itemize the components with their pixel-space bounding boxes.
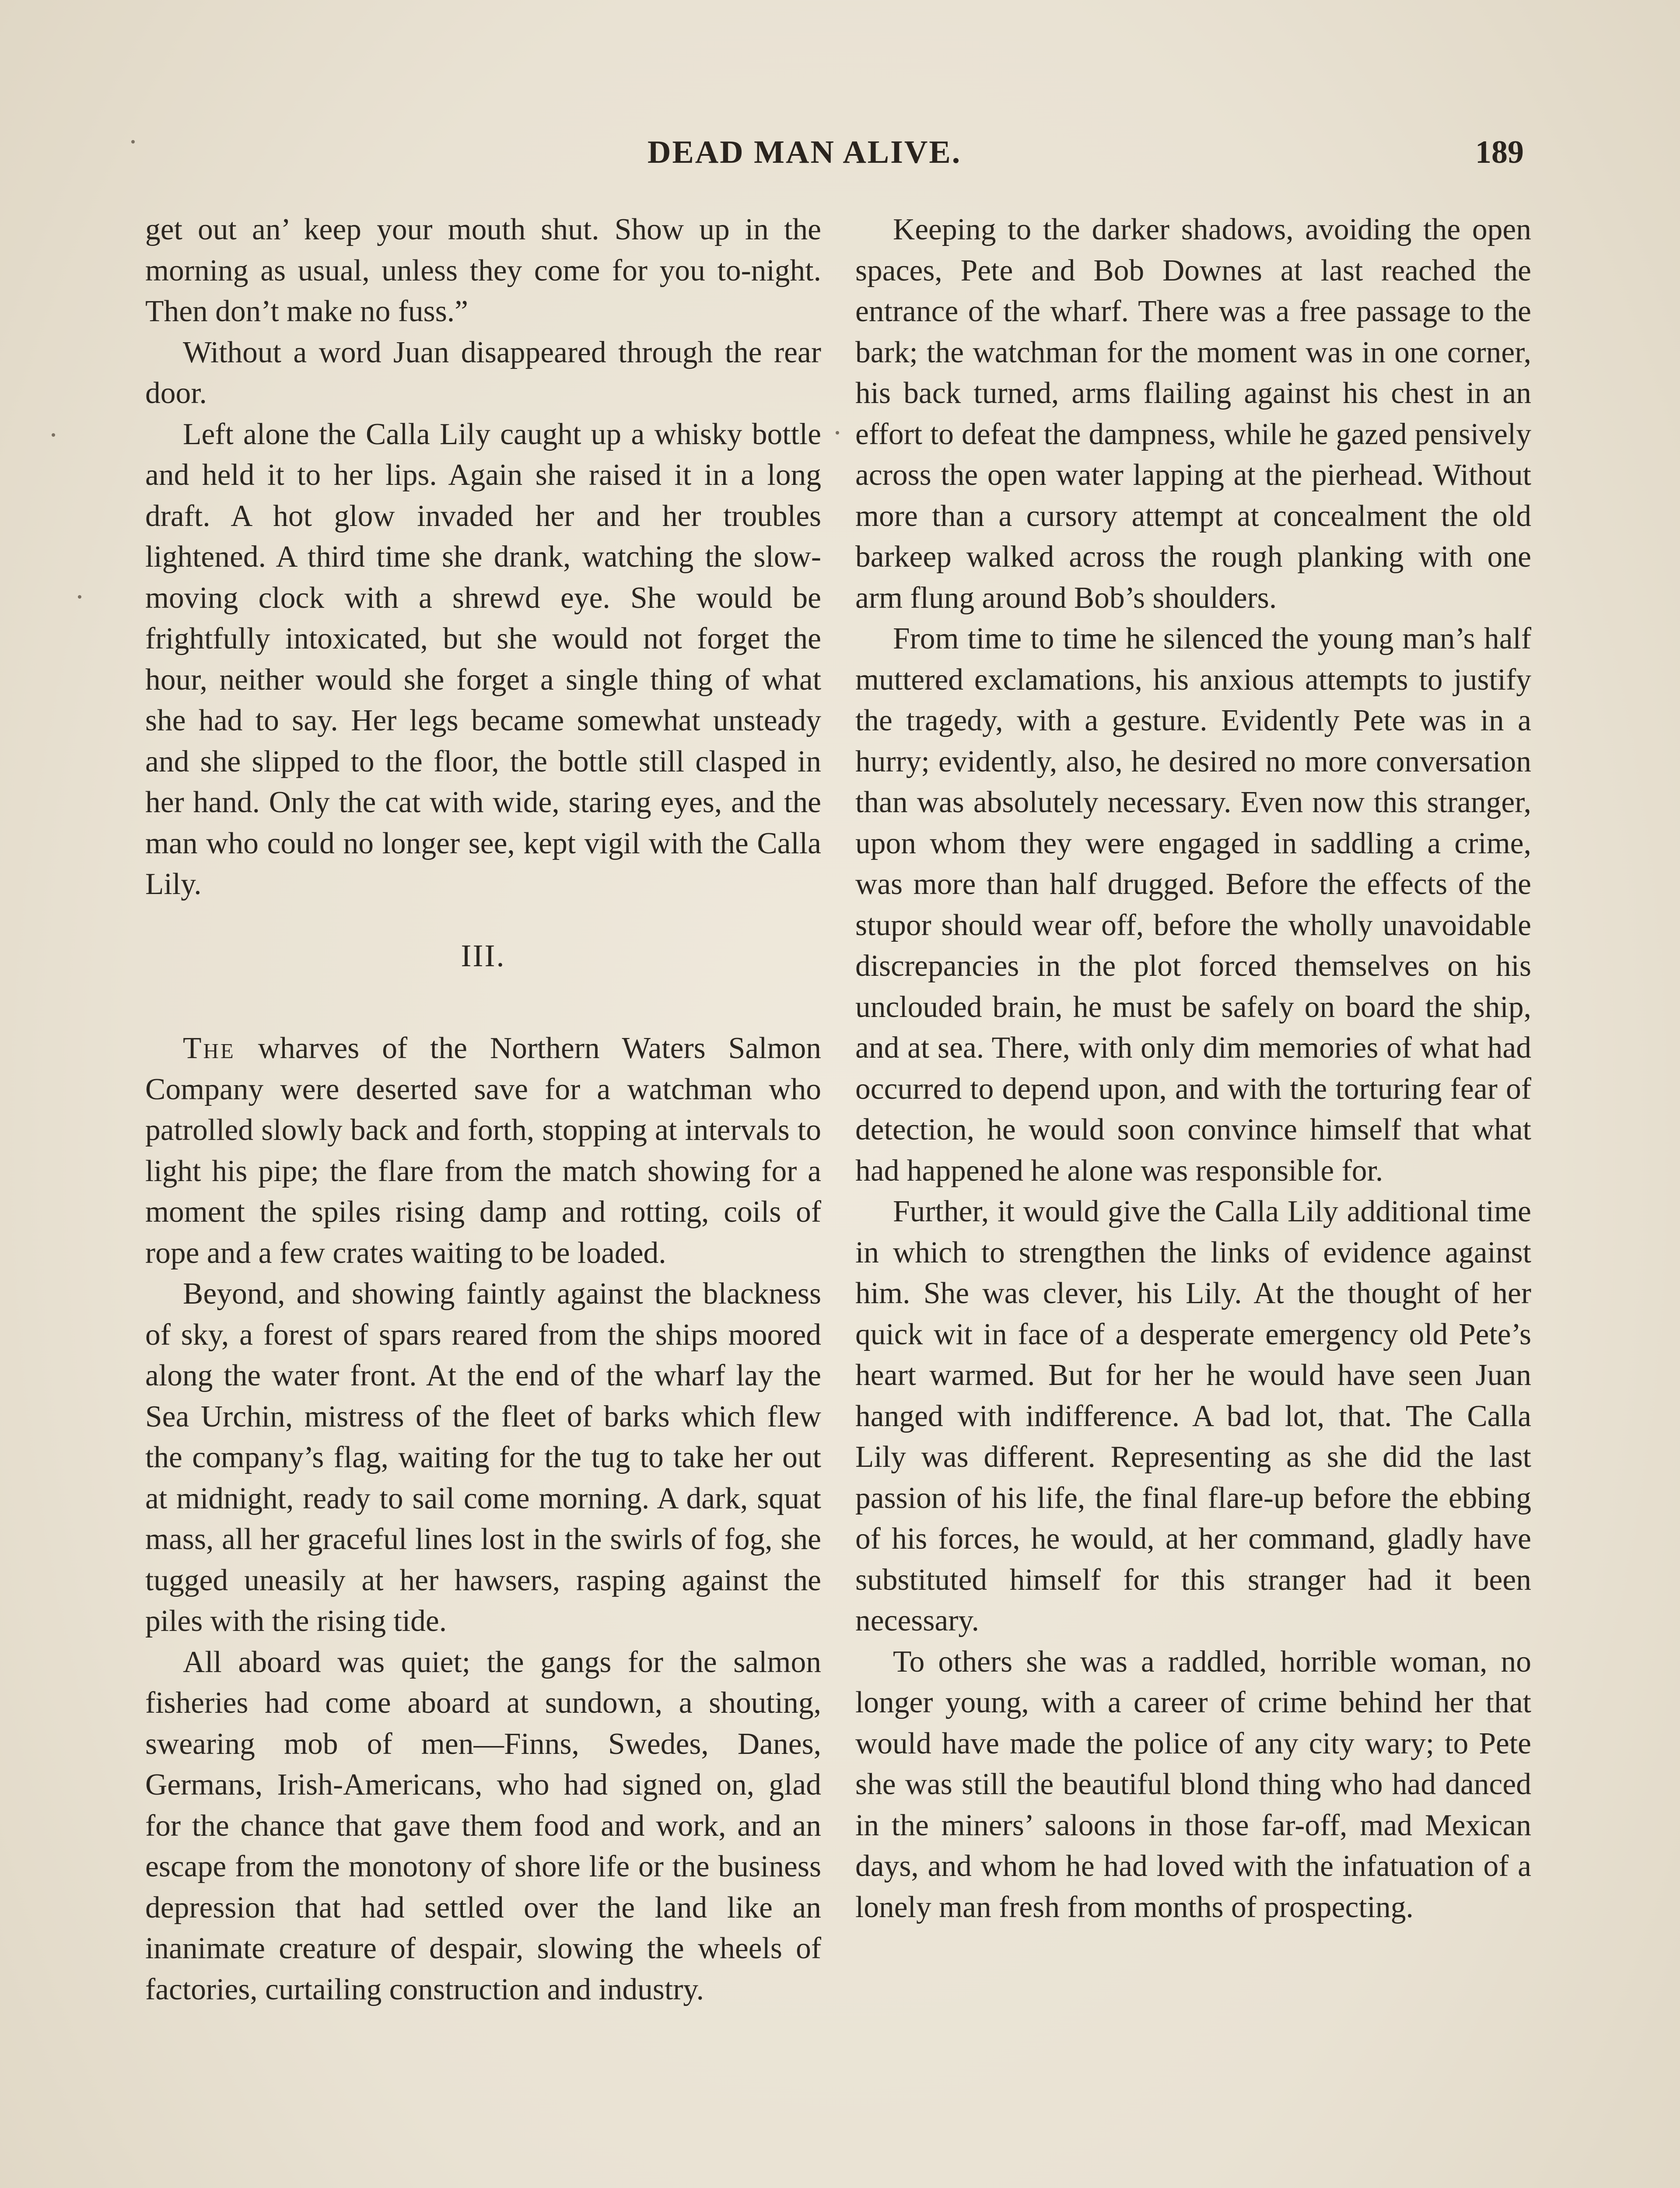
print-speck bbox=[78, 595, 81, 599]
paragraph: Further, it would give the Calla Lily additional time in which to strengthen the links of evidence against him. She was clever, his Lily. At the thought of her quick wit in face of a desperate emergency old Pete’s heart warmed. But for her he would have seen Juan hanged with indifference. A bad lot, that. The Calla Lily was different. Representing as she did the last passion of his life, the final flare-up before the ebbing of his forces, he would, at her command, gladly have substituted himself for this stranger had it been necessary. bbox=[855, 1195, 1531, 1637]
paragraph bbox=[145, 1028, 821, 1273]
page-number: 189 bbox=[1475, 134, 1524, 170]
running-title: DEAD MAN ALIVE. bbox=[648, 134, 962, 170]
running-head bbox=[0, 134, 1680, 173]
paragraph: get out an’ keep your mouth shut. Show up in the morning as usual, unless they come for you to-night. Then don’t make no fuss.” bbox=[145, 213, 821, 328]
paragraph: Keeping to the darker shadows, avoiding the open spaces, Pete and Bob Downes at last reached the entrance of the wharf. There was a free passage to the bark; the watchman for the moment was in one corner, his back turned, arms flailing against his chest in an effort to defeat the dampness, while he gazed pensively across the open water lapping at the pierhead. Without more than a cursory attempt at concealment the old barkeep walked across the rough planking with one arm flung around Bob’s shoulders. bbox=[855, 213, 1531, 615]
section-heading: III. bbox=[461, 938, 506, 973]
print-speck bbox=[131, 140, 135, 144]
paragraph: All aboard was quiet; the gangs for the salmon fisheries had come aboard at sundown, a shouting, swearing mob of men—Finns, Swedes, Danes, Germans, Irish-Americans, who had signed on, glad for the chance that gave them food and work, and an escape from the monotony of shore life or the business depression that had settled over the land like an inanimate creature of despair, slowing the wheels of factories, curtailing construction and industry. bbox=[145, 1645, 821, 2006]
print-speck bbox=[836, 431, 839, 435]
print-speck bbox=[52, 433, 55, 437]
lead-word: The bbox=[183, 1031, 235, 1065]
paragraph-text: wharves of the Northern Waters Salmon Company were deserted save for a watchman who patrolled slowly back and forth, stopping at intervals to light his pipe; the flare from the match showing for a moment the spiles rising damp and rotting, coils of rope and a few crates waiting to be loaded. bbox=[145, 1031, 821, 1270]
right-column bbox=[855, 209, 1531, 2188]
paragraph: Left alone the Calla Lily caught up a whisky bottle and held it to her lips. Again she raised it in a long draft. A hot glow invaded her and her troubles lightened. A third time she drank, watching the slow-moving clock with a shrewd eye. She would be frightfully intoxicated, but she would not forget the hour, neither would she forget a single thing of what she had to say. Her legs became somewhat unsteady and she slipped to the floor, the bottle still clasped in her hand. Only the cat with wide, staring eyes, and the man who could no longer see, kept vigil with the Calla Lily. bbox=[145, 417, 821, 901]
paragraph: From time to time he silenced the young man’s half muttered exclamations, his anxious attempts to justify the tragedy, with a gesture. Evidently Pete was in a hurry; evidently, also, he desired no more conversation than was absolutely necessary. Even now this stranger, upon whom they were engaged in saddling a crime, was more than half drugged. Before the effects of the stupor should wear off, before the wholly unavoidable discrepancies in the plot forced themselves on his unclouded brain, he must be safely on board the ship, and at sea. There, with only dim memories of what had occurred to depend upon, and with the torturing fear of detection, he would soon convince himself that what had happened he alone was responsible for. bbox=[855, 622, 1531, 1188]
paragraph: Without a word Juan disappeared through the rear door. bbox=[145, 335, 821, 410]
paragraph: To others she was a raddled, horrible woman, no longer young, with a career of crime behind her that would have made the police of any city wary; to Pete she was still the beautiful blond thing who had danced in the miners’ saloons in those far-off, mad Mexican days, and whom he had loved with the infatuation of a lonely man fresh from months of prospecting. bbox=[855, 1645, 1531, 1924]
paragraph: Beyond, and showing faintly against the blackness of sky, a forest of spars reared from the ships moored along the water front. At the end of the wharf lay the Sea Urchin, mistress of the fleet of barks which flew the company’s flag, waiting for the tug to take her out at midnight, ready to sail come morning. A dark, squat mass, all her graceful lines lost in the swirls of fog, she tugged uneasily at her hawsers, rasping against the piles with the rising tide. bbox=[145, 1277, 821, 1638]
left-column bbox=[145, 209, 821, 2188]
